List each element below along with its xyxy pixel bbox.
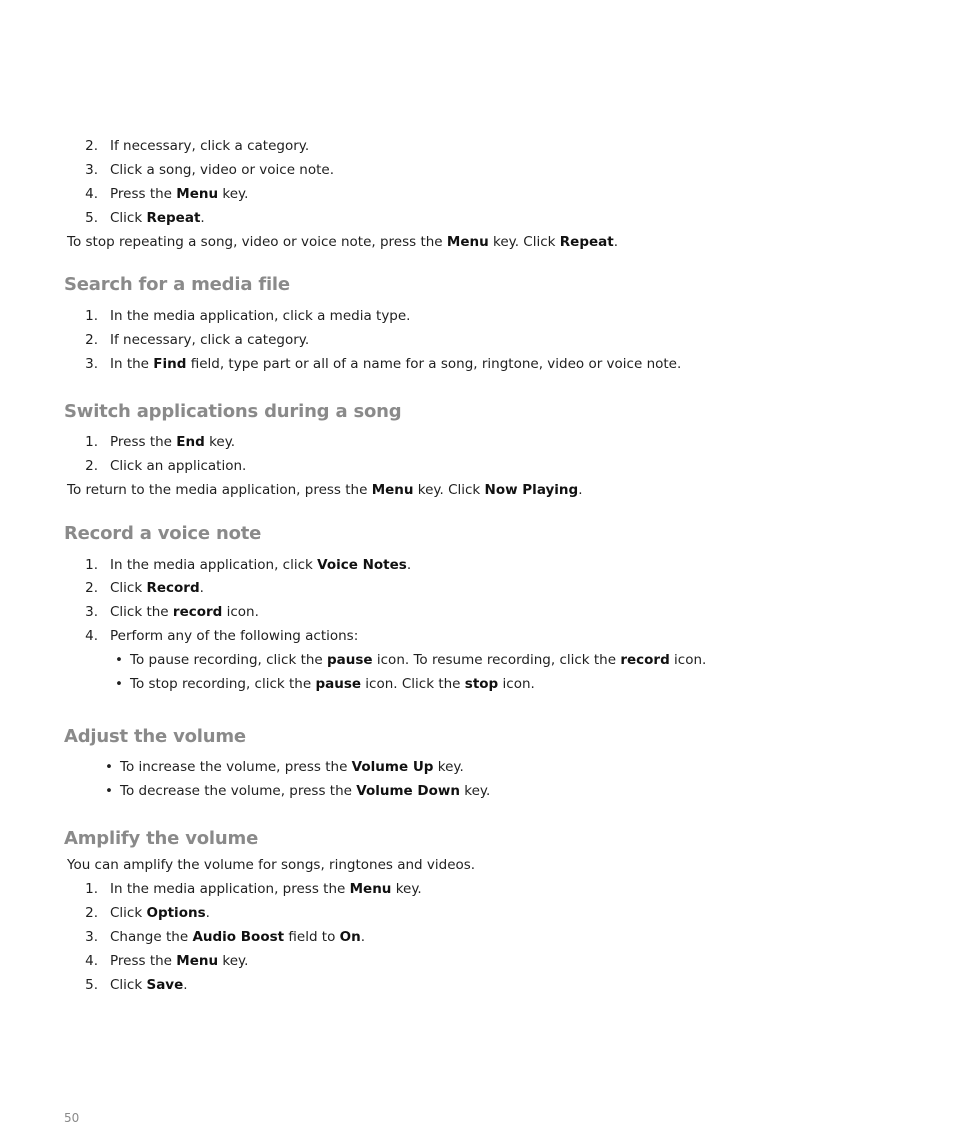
step-number: 2. bbox=[85, 580, 98, 596]
bold-term: Menu bbox=[176, 186, 219, 202]
intro-paragraph: You can amplify the volume for songs, ringtones and videos. bbox=[67, 857, 476, 873]
text-run: In the bbox=[110, 356, 154, 372]
step-number: 1. bbox=[85, 308, 98, 324]
step-number: 5. bbox=[85, 977, 98, 993]
bold-term: End bbox=[176, 434, 205, 450]
step-text bbox=[110, 880, 422, 898]
step-text bbox=[110, 952, 248, 970]
section-heading-switch: Switch applications during a song bbox=[64, 401, 402, 422]
text-run: . bbox=[578, 482, 583, 498]
step-text bbox=[110, 579, 204, 597]
bold-term: Audio Boost bbox=[192, 929, 285, 945]
step-text bbox=[110, 556, 411, 574]
text-run: Click a song, video or voice note. bbox=[110, 162, 335, 178]
step-text bbox=[110, 185, 248, 203]
text-run: key. bbox=[391, 881, 422, 897]
text-run: Press the bbox=[110, 953, 177, 969]
bullet-icon: • bbox=[115, 652, 123, 668]
step-number: 1. bbox=[85, 557, 98, 573]
text-run: To stop recording, click the bbox=[130, 676, 316, 692]
step-number: 5. bbox=[85, 210, 98, 226]
step-text bbox=[110, 161, 334, 179]
bullet-icon: • bbox=[105, 783, 113, 799]
bold-term: Menu bbox=[349, 881, 392, 897]
text-run: Press the bbox=[110, 434, 177, 450]
step-text bbox=[110, 904, 210, 922]
text-run: Click bbox=[110, 210, 147, 226]
step-number: 1. bbox=[85, 434, 98, 450]
bold-term: Record bbox=[146, 580, 200, 596]
text-run: key. bbox=[433, 759, 464, 775]
text-run: Click bbox=[110, 905, 147, 921]
text-run: . bbox=[205, 905, 210, 921]
bullet-text bbox=[130, 651, 706, 669]
text-run: key. Click bbox=[488, 234, 560, 250]
text-run: . bbox=[613, 234, 618, 250]
text-run: Click an application. bbox=[110, 458, 247, 474]
bullet-text bbox=[130, 675, 535, 693]
text-run: Press the bbox=[110, 186, 177, 202]
text-run: field to bbox=[284, 929, 340, 945]
section-heading-search: Search for a media file bbox=[64, 274, 290, 295]
step-text bbox=[110, 137, 309, 155]
text-run: icon. bbox=[222, 604, 259, 620]
section-heading-adjust: Adjust the volume bbox=[64, 726, 246, 747]
text-run: icon. Click the bbox=[361, 676, 465, 692]
step-number: 3. bbox=[85, 162, 98, 178]
step-number: 3. bbox=[85, 356, 98, 372]
text-run: Click the bbox=[110, 604, 173, 620]
bold-term: Volume Up bbox=[351, 759, 434, 775]
bold-term: record bbox=[172, 604, 223, 620]
text-run: Change the bbox=[110, 929, 193, 945]
bold-term: stop bbox=[464, 676, 499, 692]
bold-term: pause bbox=[327, 652, 373, 668]
page-number: 50 bbox=[64, 1111, 80, 1125]
step-number: 4. bbox=[85, 628, 98, 644]
step-text bbox=[110, 627, 358, 645]
section-heading-record: Record a voice note bbox=[64, 523, 262, 544]
bold-term: Volume Down bbox=[356, 783, 460, 799]
bold-term: Voice Notes bbox=[317, 557, 407, 573]
step-text bbox=[110, 976, 188, 994]
text-run: To stop repeating a song, video or voice note, press the bbox=[67, 234, 447, 250]
step-text bbox=[110, 209, 205, 227]
text-run: To pause recording, click the bbox=[130, 652, 328, 668]
text-run: icon. bbox=[498, 676, 535, 692]
step-number: 2. bbox=[85, 458, 98, 474]
text-run: If necessary, click a category. bbox=[110, 138, 310, 154]
text-run: To increase the volume, press the bbox=[120, 759, 352, 775]
step-number: 3. bbox=[85, 929, 98, 945]
text-run: . bbox=[406, 557, 412, 573]
text-run: key. bbox=[204, 434, 236, 450]
step-text bbox=[110, 928, 365, 946]
text-run: key. bbox=[218, 186, 249, 202]
text-run: key. bbox=[459, 783, 491, 799]
bold-term: Menu bbox=[371, 482, 414, 498]
text-run: Click bbox=[110, 580, 147, 596]
text-run: . bbox=[200, 210, 205, 226]
bold-term: Options bbox=[146, 905, 206, 921]
text-run: To decrease the volume, press the bbox=[120, 783, 357, 799]
bold-term: record bbox=[620, 652, 670, 668]
bold-term: Repeat bbox=[146, 210, 201, 226]
bold-term: On bbox=[339, 929, 361, 945]
bold-term: Repeat bbox=[559, 234, 614, 250]
step-text bbox=[110, 355, 681, 373]
step-text bbox=[110, 307, 410, 325]
step-number: 1. bbox=[85, 881, 98, 897]
step-number: 4. bbox=[85, 953, 98, 969]
text-run: key. Click bbox=[413, 482, 485, 498]
text-run: . bbox=[183, 977, 188, 993]
step-text bbox=[110, 433, 235, 451]
bullet-icon: • bbox=[105, 759, 113, 775]
bold-term: Save bbox=[146, 977, 184, 993]
step-text bbox=[110, 603, 259, 621]
step-number: 2. bbox=[85, 138, 98, 154]
bullet-text bbox=[120, 758, 464, 776]
text-run: Click bbox=[110, 977, 147, 993]
text-run: field, type part or all of a name for a song, ringtone, video or voice note. bbox=[186, 356, 682, 372]
text-run: In the media application, click a media type. bbox=[110, 308, 411, 324]
step-number: 2. bbox=[85, 905, 98, 921]
text-run: In the media application, click bbox=[110, 557, 318, 573]
bold-term: pause bbox=[315, 676, 362, 692]
text-run: key. bbox=[218, 953, 249, 969]
text-run: Perform any of the following actions: bbox=[110, 628, 359, 644]
step-number: 2. bbox=[85, 332, 98, 348]
text-run: icon. bbox=[669, 652, 707, 668]
bold-term: Now Playing bbox=[484, 482, 579, 498]
bold-term: Menu bbox=[446, 234, 489, 250]
step-text bbox=[110, 331, 309, 349]
text-run: . bbox=[199, 580, 204, 596]
step-number: 3. bbox=[85, 604, 98, 620]
section-heading-amplify: Amplify the volume bbox=[64, 828, 259, 849]
bold-term: Find bbox=[153, 356, 187, 372]
text-run: If necessary, click a category. bbox=[110, 332, 310, 348]
bullet-icon: • bbox=[115, 676, 123, 692]
text-run: icon. To resume recording, click the bbox=[372, 652, 621, 668]
text-run: In the media application, press the bbox=[110, 881, 350, 897]
step-number: 4. bbox=[85, 186, 98, 202]
step-text bbox=[110, 457, 246, 475]
text-run: . bbox=[360, 929, 366, 945]
bold-term: Menu bbox=[176, 953, 219, 969]
text-run: To return to the media application, press the bbox=[67, 482, 372, 498]
bullet-text bbox=[120, 782, 490, 800]
note-paragraph bbox=[67, 481, 583, 499]
note-paragraph bbox=[67, 233, 618, 251]
